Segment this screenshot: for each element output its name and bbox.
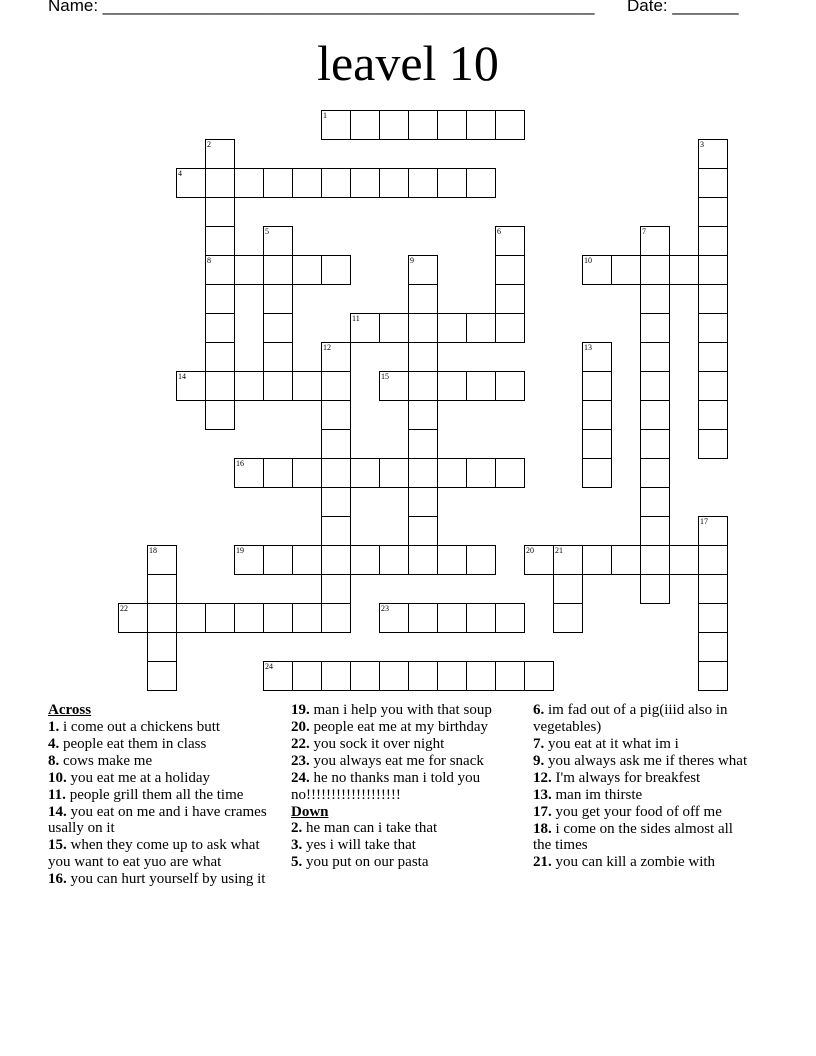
grid-cell[interactable] [292,255,322,285]
grid-cell[interactable] [582,255,612,285]
grid-cell[interactable] [379,458,409,488]
grid-cell[interactable] [176,371,206,401]
date-field-label[interactable]: Date: _______ [627,0,739,15]
grid-cell[interactable] [263,255,293,285]
grid-cell[interactable] [698,342,728,372]
grid-cell[interactable] [263,545,293,575]
grid-cell[interactable] [495,255,525,285]
cell-number: 12 [323,343,331,352]
grid-cell[interactable] [466,661,496,691]
grid-cell[interactable] [582,371,612,401]
grid-cell[interactable] [176,603,206,633]
name-field-label[interactable]: Name: ____________________________________________________ [48,0,595,15]
clue-number: 10. [48,769,67,786]
grid-cell[interactable] [640,400,670,430]
grid-cell[interactable] [118,603,148,633]
grid-cell[interactable] [321,487,351,517]
grid-cell[interactable] [408,313,438,343]
clue-down-3 [291,837,516,854]
grid-cell[interactable] [379,110,409,140]
clue-number: 6. [533,702,545,718]
grid-cell[interactable] [379,371,409,401]
clue-number: 13. [533,786,552,803]
clue-down-2 [291,820,516,837]
clue-across-19 [291,702,516,719]
grid-cell[interactable] [437,168,467,198]
grid-cell[interactable] [205,603,235,633]
cell-number: 8 [207,256,211,265]
grid-cell[interactable] [147,632,177,662]
grid-cell[interactable] [553,545,583,575]
cell-number: 24 [265,662,273,671]
grid-cell[interactable] [292,545,322,575]
grid-cell[interactable] [263,168,293,198]
grid-cell[interactable] [350,313,380,343]
clue-text: you eat on me and i have crames usally on it [48,803,267,836]
grid-cell[interactable] [263,458,293,488]
grid-cell[interactable] [611,545,641,575]
clue-text: when they come up to ask what you want to eat yuo are what [48,837,260,870]
grid-cell[interactable] [234,371,264,401]
grid-cell[interactable] [205,313,235,343]
grid-cell[interactable] [205,226,235,256]
grid-cell[interactable] [698,255,728,285]
clue-number: 21. [533,854,552,870]
clue-text: you always ask me if theres what [548,752,748,769]
grid-cell[interactable] [698,516,728,546]
grid-cell[interactable] [147,574,177,604]
cell-number: 10 [584,256,592,265]
grid-cell[interactable] [640,458,670,488]
clue-text: yes i will take that [306,837,416,853]
grid-cell[interactable] [263,371,293,401]
cell-number: 17 [700,517,708,526]
grid-cell[interactable] [524,545,554,575]
grid-cell[interactable] [495,371,525,401]
grid-cell[interactable] [640,487,670,517]
clue-text: cows make me [63,752,153,769]
grid-cell[interactable] [698,197,728,227]
grid-cell[interactable] [321,429,351,459]
grid-cell[interactable] [408,168,438,198]
clue-number: 15. [48,837,67,853]
cell-number: 21 [555,546,563,555]
grid-cell[interactable] [350,458,380,488]
grid-cell[interactable] [321,661,351,691]
clue-across-23 [291,753,516,770]
cell-number: 3 [700,140,704,149]
clue-number: 2. [291,820,303,836]
grid-cell[interactable] [321,168,351,198]
grid-cell[interactable] [669,545,699,575]
grid-cell[interactable] [437,603,467,633]
clue-text: you sock it over night [313,736,445,752]
cell-number: 11 [352,314,360,323]
clue-number: 4. [48,735,60,752]
cell-number: 13 [584,343,592,352]
grid-cell[interactable] [263,226,293,256]
grid-cell[interactable] [640,371,670,401]
grid-cell[interactable] [466,168,496,198]
clue-text: you can kill a zombie with [555,854,716,870]
grid-cell[interactable] [205,197,235,227]
cell-number: 4 [178,169,182,178]
grid-cell[interactable] [640,342,670,372]
clue-number: 5. [291,854,303,870]
cell-number: 5 [265,227,269,236]
grid-cell[interactable] [640,284,670,314]
grid-cell[interactable] [321,255,351,285]
grid-cell[interactable] [582,458,612,488]
grid-cell[interactable] [640,574,670,604]
grid-cell[interactable] [234,603,264,633]
cell-number: 1 [323,111,327,120]
grid-cell[interactable] [263,313,293,343]
grid-cell[interactable] [698,574,728,604]
grid-cell[interactable] [495,313,525,343]
grid-cell[interactable] [669,255,699,285]
grid-cell[interactable] [466,603,496,633]
grid-cell[interactable] [495,458,525,488]
cell-number: 18 [149,546,157,555]
clue-number: 7. [533,735,545,752]
grid-cell[interactable] [176,168,206,198]
grid-cell[interactable] [379,603,409,633]
clue-across-1 [48,719,268,736]
clue-number: 3. [291,837,303,853]
clue-text: I'm always for breakfest [555,769,701,786]
grid-cell[interactable] [698,545,728,575]
grid-cell[interactable] [640,255,670,285]
grid-cell[interactable] [640,516,670,546]
clue-down-9 [533,753,753,770]
grid-cell[interactable] [263,603,293,633]
page-title: leavel 10 [317,35,499,91]
grid-cell[interactable] [466,371,496,401]
clue-number: 16. [48,870,67,887]
grid-cell[interactable] [640,226,670,256]
grid-cell[interactable] [524,661,554,691]
grid-cell[interactable] [321,342,351,372]
clue-across-20 [291,719,516,736]
grid-cell[interactable] [408,429,438,459]
grid-cell[interactable] [698,168,728,198]
clue-number: 9. [533,752,545,769]
grid-cell[interactable] [234,168,264,198]
grid-cell[interactable] [234,255,264,285]
cell-number: 20 [526,546,534,555]
clue-column-2 [291,702,516,871]
across-heading: Across [48,702,92,718]
grid-cell[interactable] [466,313,496,343]
grid-cell[interactable] [582,545,612,575]
grid-cell[interactable] [640,313,670,343]
grid-cell[interactable] [292,168,322,198]
grid-cell[interactable] [408,284,438,314]
grid-cell[interactable] [408,516,438,546]
grid-cell[interactable] [408,342,438,372]
cell-number: 14 [178,372,186,381]
clue-down-13 [533,787,753,804]
grid-cell[interactable] [698,400,728,430]
grid-cell[interactable] [495,284,525,314]
clue-down-12 [533,770,753,787]
grid-cell[interactable] [350,661,380,691]
cell-number: 2 [207,140,211,149]
clue-text: you put on our pasta [306,854,429,870]
grid-cell[interactable] [553,603,583,633]
grid-cell[interactable] [205,342,235,372]
grid-cell[interactable] [379,545,409,575]
grid-cell[interactable] [640,429,670,459]
cell-number: 22 [120,604,128,613]
grid-cell[interactable] [408,371,438,401]
grid-cell[interactable] [698,371,728,401]
grid-cell[interactable] [292,458,322,488]
clue-number: 22. [291,736,310,752]
clue-across-14 [48,804,268,837]
grid-cell[interactable] [553,574,583,604]
grid-cell[interactable] [379,661,409,691]
clue-across-4 [48,736,268,753]
grid-cell[interactable] [147,603,177,633]
grid-cell[interactable] [321,516,351,546]
cell-number: 23 [381,604,389,613]
grid-cell[interactable] [205,255,235,285]
grid-cell[interactable] [321,458,351,488]
clue-text: you always eat me for snack [313,753,484,769]
clue-number: 14. [48,803,67,820]
clue-text: i come on the sides almost all the times [533,820,733,853]
clue-down-21 [533,854,753,871]
grid-cell[interactable] [408,458,438,488]
clue-number: 24. [291,770,310,786]
grid-cell[interactable] [495,226,525,256]
grid-cell[interactable] [698,139,728,169]
grid-cell[interactable] [408,110,438,140]
clue-text: he no thanks man i told you no!!!!!!!!!!!!!!!!!!! [291,770,481,803]
cell-number: 16 [236,459,244,468]
grid-cell[interactable] [437,545,467,575]
grid-cell[interactable] [379,313,409,343]
cell-number: 7 [642,227,646,236]
grid-cell[interactable] [350,545,380,575]
grid-cell[interactable] [698,226,728,256]
grid-cell[interactable] [321,545,351,575]
grid-cell[interactable] [350,110,380,140]
clue-text: he man can i take that [306,820,438,836]
grid-cell[interactable] [698,603,728,633]
clue-text: man im thirste [555,786,643,803]
grid-cell[interactable] [698,284,728,314]
grid-cell[interactable] [466,545,496,575]
clue-column-1 [48,702,268,888]
grid-cell[interactable] [640,545,670,575]
clue-number: 1. [48,718,60,735]
clue-number: 20. [291,719,310,735]
grid-cell[interactable] [495,110,525,140]
grid-cell[interactable] [263,284,293,314]
clue-text: man i help you with that soup [313,702,492,718]
cell-number: 19 [236,546,244,555]
clue-down-18 [533,821,753,854]
clue-number: 8. [48,752,60,769]
clue-text: people eat them in class [63,735,207,752]
clue-across-8 [48,753,268,770]
clue-across-22 [291,736,516,753]
grid-cell[interactable] [466,458,496,488]
down-heading: Down [291,803,329,820]
grid-cell[interactable] [698,661,728,691]
grid-cell[interactable] [582,400,612,430]
grid-cell[interactable] [582,429,612,459]
clue-number: 17. [533,803,552,820]
grid-cell[interactable] [292,371,322,401]
clue-text: you eat at it what im i [548,735,679,752]
grid-cell[interactable] [437,661,467,691]
grid-cell[interactable] [292,603,322,633]
clue-text: i come out a chickens butt [63,718,221,735]
clue-down-6 [533,702,753,735]
grid-cell[interactable] [321,371,351,401]
grid-cell[interactable] [147,545,177,575]
grid-cell[interactable] [350,168,380,198]
grid-cell[interactable] [495,661,525,691]
grid-cell[interactable] [408,661,438,691]
clue-across-11 [48,787,268,804]
clue-down-17 [533,804,753,821]
grid-cell[interactable] [147,661,177,691]
grid-cell[interactable] [611,255,641,285]
clue-down-5 [291,854,516,871]
grid-cell[interactable] [321,603,351,633]
clue-number: 23. [291,753,310,769]
page-header [48,0,748,20]
grid-cell[interactable] [379,168,409,198]
cell-number: 9 [410,256,414,265]
grid-cell[interactable] [321,400,351,430]
clue-across-15 [48,837,268,870]
grid-cell[interactable] [205,168,235,198]
grid-cell[interactable] [437,313,467,343]
clue-text: you eat me at a holiday [70,769,211,786]
clue-number: 11. [48,786,66,803]
clue-text: people eat me at my birthday [313,719,489,735]
grid-cell[interactable] [698,632,728,662]
grid-cell[interactable] [408,255,438,285]
grid-cell[interactable] [234,458,264,488]
clue-number: 18. [533,820,552,837]
grid-cell[interactable] [698,429,728,459]
clue-column-3 [533,702,753,871]
grid-cell[interactable] [408,545,438,575]
grid-cell[interactable] [408,487,438,517]
grid-cell[interactable] [437,371,467,401]
clue-text: im fad out of a pig(iiid also in vegetables) [533,702,728,735]
grid-cell[interactable] [205,284,235,314]
clue-text: you can hurt yourself by using it [70,870,266,887]
grid-cell[interactable] [437,458,467,488]
clue-text: you get your food of off me [555,803,722,820]
grid-cell[interactable] [321,110,351,140]
clue-number: 12. [533,769,552,786]
grid-cell[interactable] [263,661,293,691]
clue-across-10 [48,770,268,787]
clue-across-24 [291,770,516,803]
grid-cell[interactable] [205,400,235,430]
cell-number: 15 [381,372,389,381]
grid-cell[interactable] [495,603,525,633]
grid-cell[interactable] [263,342,293,372]
clue-text: people grill them all the time [69,786,244,803]
grid-cell[interactable] [408,603,438,633]
clue-number: 19. [291,702,310,718]
cell-number: 6 [497,227,501,236]
grid-cell[interactable] [234,545,264,575]
grid-cell[interactable] [292,661,322,691]
clue-down-7 [533,736,753,753]
grid-cell[interactable] [466,110,496,140]
clue-across-16 [48,871,268,888]
grid-cell[interactable] [205,139,235,169]
grid-cell[interactable] [205,371,235,401]
grid-cell[interactable] [437,110,467,140]
grid-cell[interactable] [321,574,351,604]
grid-cell[interactable] [582,342,612,372]
grid-cell[interactable] [408,400,438,430]
grid-cell[interactable] [698,313,728,343]
